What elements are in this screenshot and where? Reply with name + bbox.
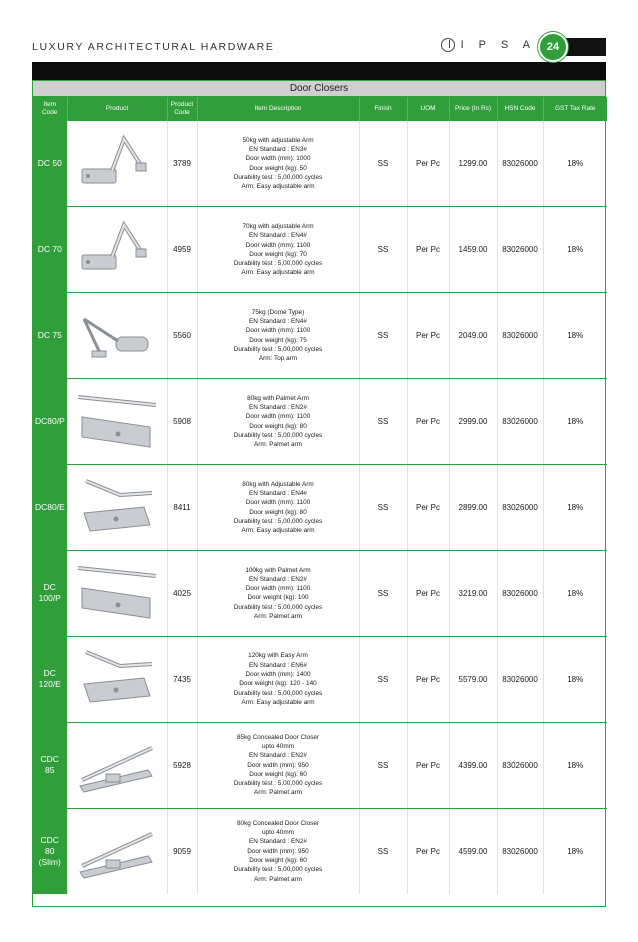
uom-cell: Per Pc [407,465,449,551]
finish-cell: SS [359,465,407,551]
gst-cell: 18% [543,550,607,636]
description-line: Door weight (kg): 60 [249,770,307,778]
hsn-cell: 83026000 [497,207,543,293]
brand [441,38,536,52]
description-line: Door weight (kg): 100 [247,594,309,602]
uom-cell: Per Pc [407,808,449,894]
table-row [33,636,607,722]
product-image-cell [67,121,167,207]
product-image-cell [67,636,167,722]
price-cell: 5579.00 [449,636,497,722]
description-cell [197,722,359,808]
gst-cell: 18% [543,379,607,465]
description-line: Durability test : 5,00,000 cycles [233,603,323,611]
description-line: 100kg with Palmet Arm [245,566,311,574]
price-cell: 1299.00 [449,121,497,207]
column-header-item-code: Item Code [33,97,67,121]
section-title: Door Closers [33,81,605,97]
gst-cell: 18% [543,207,607,293]
description-line: Arm: Top arm [258,355,298,363]
gst-cell: 18% [567,846,584,856]
description-line: Durability test : 5,00,000 cycles [233,431,323,439]
description-line: Arm: Palmet arm [254,789,302,797]
uom-cell: Per Pc [407,121,449,207]
page-header [32,36,606,58]
product-image-cell [67,808,167,894]
closer-overhead-adjustable-image [72,215,162,285]
table-row [33,550,607,636]
description-line: Durability test : 5,00,000 cycles [233,780,323,788]
price-cell: 4399.00 [449,722,497,808]
description-line: Durability test : 5,00,000 cycles [233,689,323,697]
item-code-cell: DC 120/E [33,636,67,722]
description-line: Door width (mm): 1100 [245,413,311,421]
description-line: EN Standard : EN2# [249,752,307,760]
description-line: Door width (mm): 1100 [245,327,311,335]
description-cell [197,465,359,551]
product-code-cell: 5928 [167,722,197,808]
gst-cell: 18% [543,636,607,722]
finish-cell: SS [359,379,407,465]
description-cell [197,550,359,636]
finish-cell: SS [359,207,407,293]
description-line: Door width (mm): 1100 [245,585,311,593]
hsn-cell: 83026000 [497,293,543,379]
product-code-cell: 7435 [167,636,197,722]
table-row [33,808,607,894]
description-cell [197,207,359,293]
hsn-cell: 83026000 [497,121,543,207]
price-table [32,80,606,907]
uom-cell: Per Pc [407,293,449,379]
description-cell [197,808,359,894]
item-code-cell: DC80/E [33,465,67,551]
column-header-uom: UOM [407,97,449,121]
finish-cell: SS [359,550,407,636]
description-line: Door weight (kg): 80 [249,508,307,516]
product-image-cell [67,379,167,465]
column-header-product: Product [67,97,167,121]
brand-name: I P S A [460,39,536,51]
description-line: 50kg with adjustable Arm [242,136,314,144]
description-line: upto 40mm [262,829,294,837]
column-header-price: Price (In Rs) [449,97,497,121]
table-row [33,379,607,465]
closer-box-adjustable-image [72,473,162,543]
column-header-product-code: Product Code [167,97,197,121]
black-band [32,62,606,80]
gst-cell: 18% [543,465,607,551]
item-code-cell: DC 50 [33,121,67,207]
description-line: Arm: Easy adjustable arm [241,269,315,277]
gst-cell: 18% [543,722,607,808]
closer-box-easy-image [72,644,162,714]
price-cell: 1459.00 [449,207,497,293]
uom-cell: Per Pc [407,722,449,808]
product-image-cell [67,722,167,808]
product-image-cell [67,293,167,379]
finish-cell: SS [359,293,407,379]
product-code-cell: 3789 [167,121,197,207]
uom-cell: Per Pc [407,636,449,722]
description-cell [197,379,359,465]
item-code-cell: DC 75 [33,293,67,379]
description-line: 80kg Concealed Door Closer [236,819,320,827]
hsn-cell: 83026000 [497,722,543,808]
description-line: Durability test : 5,00,000 cycles [233,517,323,525]
hsn-cell: 83026000 [497,465,543,551]
closer-box-palmet-image [72,387,162,457]
price-cell: 2899.00 [449,465,497,551]
product-code-cell: 5560 [167,293,197,379]
description-line: EN Standard : EN4# [249,489,307,497]
description-cell [197,121,359,207]
description-cell [197,636,359,722]
description-line: Door width (mm): 1100 [245,499,311,507]
description-cell [197,293,359,379]
item-code-cell: DC 100/P [33,550,67,636]
uom-cell: Per Pc [407,550,449,636]
description-line: 75kg (Dome Type) [251,308,305,316]
product-code-cell: 4025 [167,550,197,636]
product-code-cell: 9059 [167,808,197,894]
description-line: Door width (mm): 950 [247,847,309,855]
finish-cell: SS [359,808,407,894]
description-line: Arm: Palmet arm [254,875,302,883]
table-row [33,293,607,379]
description-line: EN Standard : EN2# [249,404,307,412]
description-line: EN Standard : EN4# [249,232,307,240]
hsn-cell: 83026000 [497,550,543,636]
description-line: Door weight (kg): 50 [249,164,307,172]
table-header-row [33,97,607,121]
price-cell: 3219.00 [449,550,497,636]
description-line: Durability test : 5,00,000 cycles [233,260,323,268]
column-header-hsn: HSN Code [497,97,543,121]
table-row [33,121,607,207]
table-body [33,121,607,894]
description-line: Durability test : 5,00,000 cycles [233,346,323,354]
item-code-cell: CDC 85 [33,722,67,808]
closer-box-palmet-image [72,558,162,628]
price-cell: 2999.00 [449,379,497,465]
description-line: Door weight (kg): 80 [249,422,307,430]
ipsa-logo-icon [441,38,455,52]
description-line: EN Standard : EN4# [249,318,307,326]
product-code-cell: 4959 [167,207,197,293]
closer-concealed-image [72,816,162,886]
table-row [33,722,607,808]
closer-overhead-adjustable-image [72,129,162,199]
description-line: Door width (mm): 1100 [245,241,311,249]
product-code-cell: 5908 [167,379,197,465]
gst-cell: 18% [543,293,607,379]
description-line: Door weight (kg): 70 [249,250,307,258]
hsn-cell: 83026000 [497,636,543,722]
product-table [33,97,607,894]
description-line: EN Standard : EN2# [249,838,307,846]
description-line: 80kg with Palmet Arm [247,394,309,402]
description-line: Door width (mm): 1000 [245,155,311,163]
finish-cell: SS [359,636,407,722]
description-line: upto 40mm [262,742,294,750]
description-line: Door width (mm): 1400 [245,670,311,678]
column-header-gst: GST Tax Rate [543,97,607,121]
closer-concealed-image [72,730,162,800]
description-line: Durability test : 5,00,000 cycles [233,866,323,874]
description-line: Door weight (kg): 120 - 140 [239,680,317,688]
product-image-cell [67,207,167,293]
product-image-cell [67,550,167,636]
description-line: 85kg Concealed Door Closer [236,733,320,741]
uom-cell: Per Pc [407,379,449,465]
page-number-badge: 24 [538,32,568,62]
price-cell: 2049.00 [449,293,497,379]
product-code-cell: 8411 [167,465,197,551]
hsn-cell: 83026000 [497,808,543,894]
gst-cell: 18% [543,121,607,207]
closer-dome-top-arm-image [72,301,162,371]
table-row [33,465,607,551]
product-image-cell [67,465,167,551]
price-cell: 4599.00 [449,808,497,894]
uom-cell: Per Pc [407,207,449,293]
description-line: 80kg with Adjustable Arm [242,480,314,488]
description-line: EN Standard : EN6# [249,661,307,669]
description-line: EN Standard : EN2# [249,575,307,583]
finish-cell: SS [359,722,407,808]
description-line: EN Standard : EN3# [249,146,307,154]
table-row [33,207,607,293]
column-header-finish: Finish [359,97,407,121]
description-line: 120kg with Easy Arm [248,652,308,660]
description-line: Arm: Palmet arm [254,441,302,449]
description-line: Door weight (kg): 75 [249,336,307,344]
hsn-cell: 83026000 [497,379,543,465]
finish-cell: SS [359,121,407,207]
description-line: Arm: Easy adjustable arm [241,698,315,706]
item-code-cell: CDC 80 (Slim) [33,808,67,894]
description-line: 70kg with adjustable Arm [242,222,314,230]
description-line: Durability test : 5,00,000 cycles [233,173,323,181]
description-line: Arm: Palmet arm [254,612,302,620]
description-line: Arm: Easy adjustable arm [241,527,315,535]
page-header-title: LUXURY ARCHITECTURAL HARDWARE [32,41,275,53]
item-code-cell: DC80/P [33,379,67,465]
item-code-cell: DC 70 [33,207,67,293]
description-line: Arm: Easy adjustable arm [241,183,315,191]
description-line: Door weight (kg): 60 [249,856,307,864]
description-line: Door width (mm): 950 [247,761,309,769]
column-header-description: Item Description [197,97,359,121]
